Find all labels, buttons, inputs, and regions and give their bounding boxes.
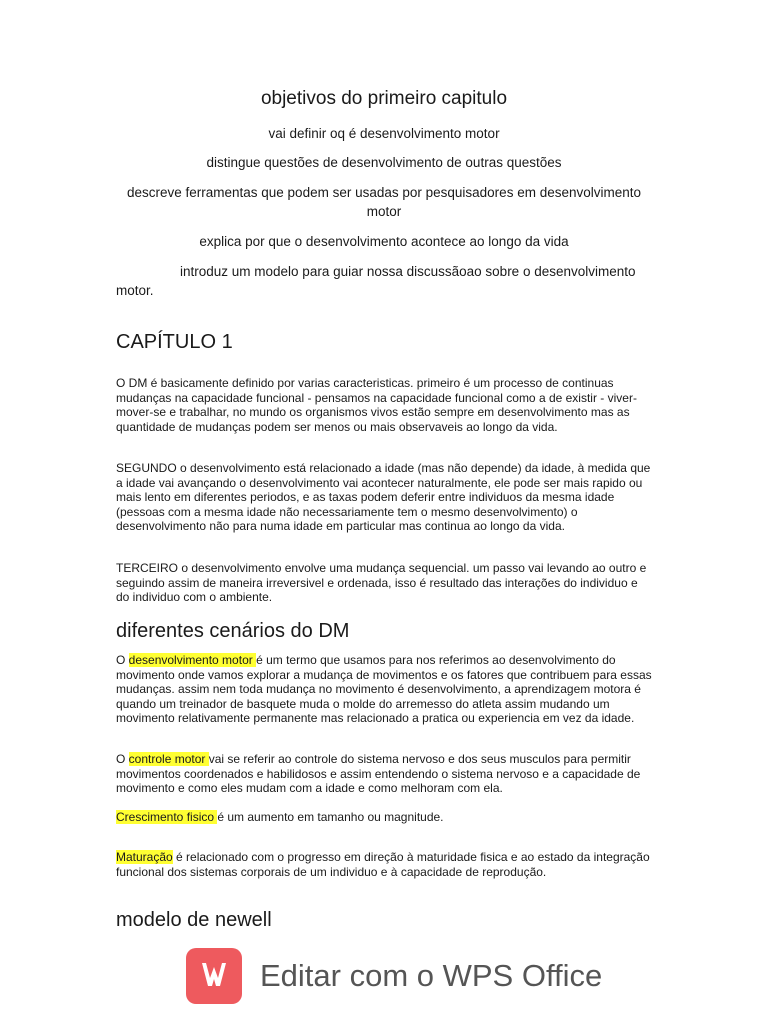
paragraph: SEGUNDO o desenvolvimento está relacionado a idade (mas não depende) da idade, à medida que a idade vai avançando o desenvolvimento vai acontecer naturalmente, ele pode ser mais rapido ou mais lento em diferentes periodos, e as taxas podem deferir entre individuos da mesma idade (pessoas com a mesma idade não necessariamente tem o mesmo desenvolvimento) o desenvolvimento não para numa idade em particular mas continua ao longo da vida. [116,461,651,534]
text-body: é relacionado com o progresso em direção à maturidade fisica e ao estado da integração funcional dos sistemas corporais de um individuo e à capacidade de reprodução. [116,850,650,879]
objective-item: distingue questões de desenvolvimento de outras questões [206,155,562,170]
objective-item: introduz um modelo para guiar nossa discussãoao sobre o desenvolvimento motor. [116,264,636,298]
highlighted-term: Maturação [116,850,173,864]
section-heading-scenarios: diferentes cenários do DM [116,620,350,642]
section-heading-newell: modelo de newell [116,909,272,931]
text-prefix: O [116,752,129,766]
chapter-heading: CAPÍTULO 1 [116,331,233,353]
highlighted-term: Crescimento fisico [116,810,218,824]
objective-item: descreve ferramentas que podem ser usadas por pesquisadores em desenvolvimento motor [126,185,642,219]
text-body: vai se referir ao controle do sistema nervoso e dos seus musculos para permitir movimentos coordenados e habilidosos e assim entendendo o sistema nervoso e a capacidade de movimento e como eles mudam com a idade e como melhoram com ela. [116,752,641,796]
paragraph: TERCEIRO o desenvolvimento envolve uma mudança sequencial. um passo vai levando ao outro e seguindo assim de maneira irreversivel e ordenada, isso é resultado das interações do individuo e do individuo com o ambiente. [116,561,647,605]
paragraph-growth [116,810,652,825]
wps-logo-icon[interactable] [186,948,242,1004]
paragraph: O DM é basicamente definido por varias caracteristicas. primeiro é um processo de continuas mudanças na capacidade funcional - pensamos na capacidade funcional como a de existir - viver- mover-se e trabalhar, no mundo os organismos vivos estão sempre em desenvolvimento mas as quantidade de mudanças podem ser menos ou mais observaveis ao longo da vida. [116,376,637,434]
wps-edit-banner[interactable] [186,948,626,1006]
wps-logo-glyph [186,948,242,1004]
paragraph-motor-development [116,653,652,726]
wps-edit-label[interactable]: Editar com o WPS Office [260,958,603,993]
text-body: é um termo que usamos para nos referimos ao desenvolvimento do movimento onde vamos explorar a mudança de movimentos e os fatores que contribuem para essas mudanças. assim nem toda mudança no movimento é desenvolvimento, a aprendizagem motora é quando um treinador de basquete muda o molde do arremesso do atleta assim mudando um movimento relativamente permanente mas relacionado a pratica ou experiencia em vez da idade. [116,653,652,726]
text-body: é um aumento em tamanho ou magnitude. [217,810,444,824]
paragraph-maturation [116,850,652,879]
page-title: objetivos do primeiro capitulo [260,88,508,109]
highlighted-term: desenvolvimento motor [128,653,257,667]
highlighted-term: controle motor [128,752,209,766]
objective-item: vai definir oq é desenvolvimento motor [268,126,500,141]
objective-item: explica por que o desenvolvimento acontece ao longo da vida [199,234,569,249]
text-prefix: O [116,653,129,667]
paragraph-motor-control [116,752,652,796]
